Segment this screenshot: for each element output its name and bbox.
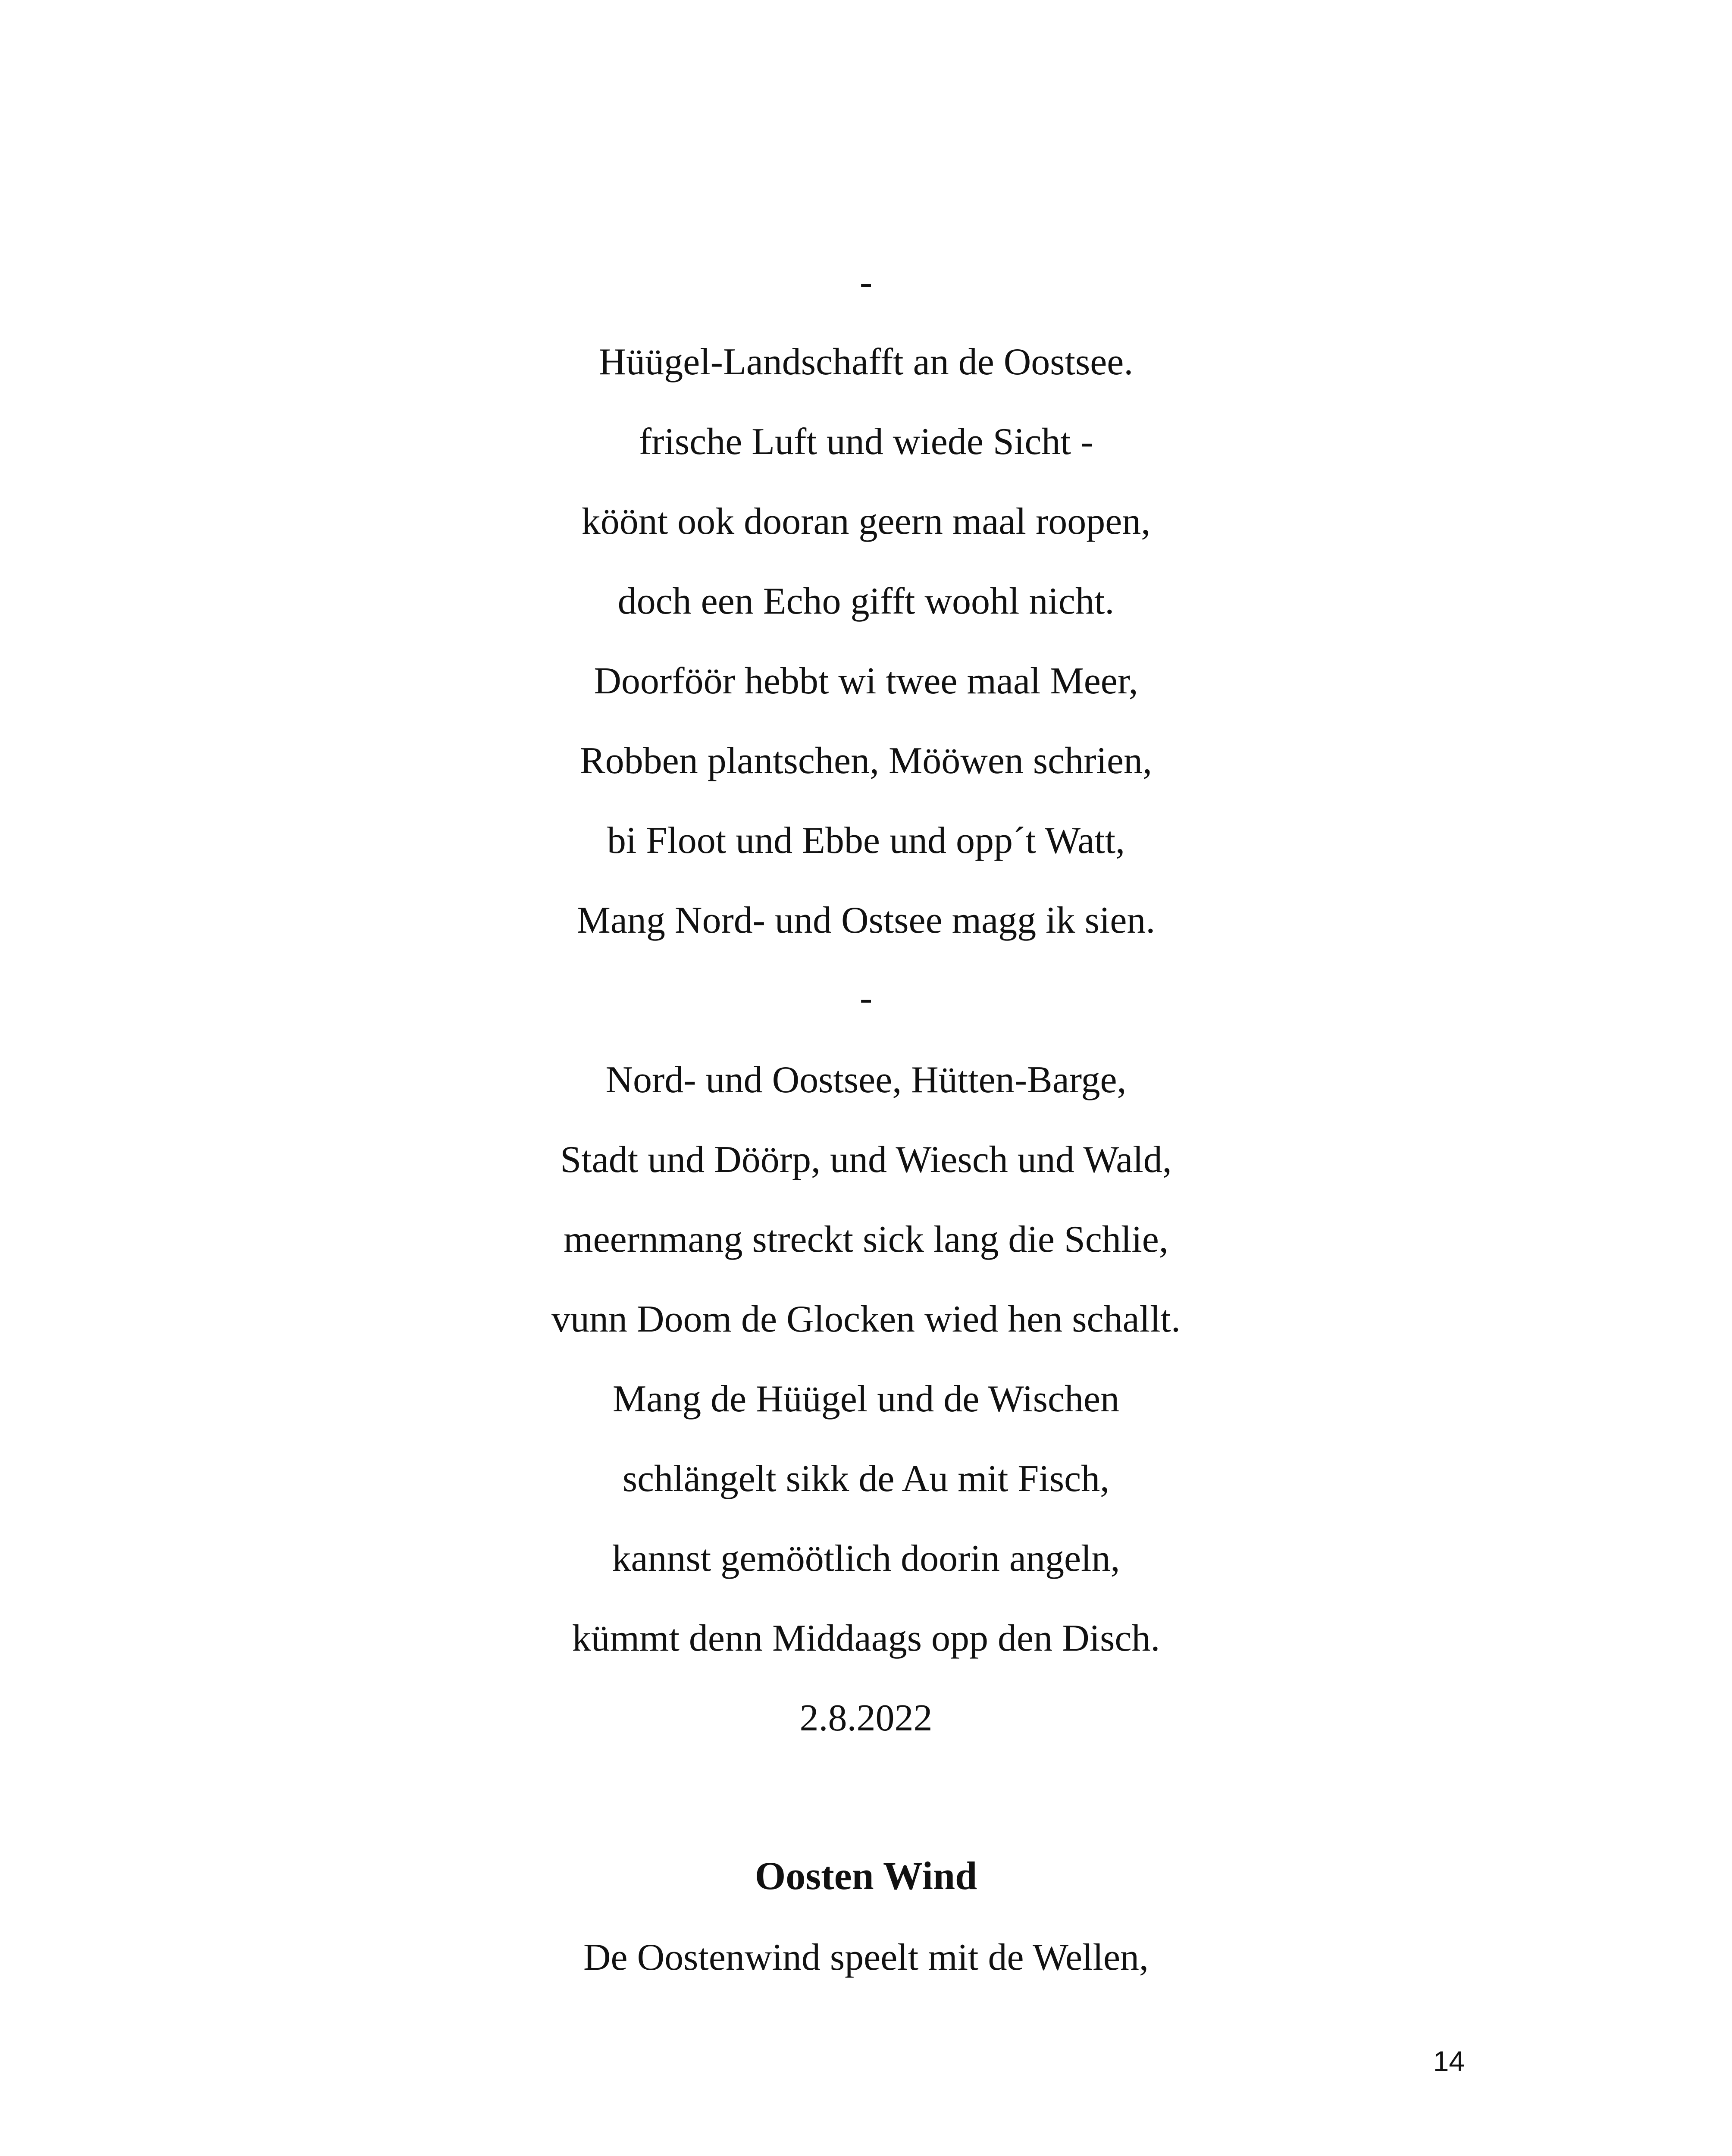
poem-line: vunn Doom de Glocken wied hen schallt.	[551, 1298, 1181, 1340]
poem-line: Doorföör hebbt wi twee maal Meer,	[594, 660, 1138, 702]
poem-line: Robben plantschen, Mööwen schrien,	[579, 740, 1153, 782]
page-number: 14	[1433, 2045, 1465, 2077]
poem-line: Mang Nord- und Ostsee magg ik sien.	[576, 899, 1156, 941]
poem-line: Stadt und Döörp, und Wiesch und Wald,	[560, 1139, 1172, 1181]
stanza-separator: -	[859, 261, 873, 303]
poem-line: köönt ook dooran geern maal roopen,	[581, 501, 1151, 542]
poem-date: 2.8.2022	[799, 1697, 933, 1739]
poem-line: kümmt denn Middaags opp den Disch.	[572, 1617, 1160, 1659]
poem-line: kannst gemöötlich doorin angeln,	[612, 1538, 1120, 1579]
poem-line: bi Floot und Ebbe und opp´t Watt,	[607, 820, 1125, 862]
poem-line: doch een Echo gifft woohl nicht.	[617, 580, 1115, 622]
stanza-separator: -	[859, 977, 873, 1019]
poem-line: De Oostenwind speelt mit de Wellen,	[583, 1937, 1149, 1978]
poem-line: Hüügel-Landschafft an de Oostsee.	[598, 341, 1134, 383]
poem-line: Nord- und Oostsee, Hütten-Barge,	[605, 1059, 1127, 1101]
poem-line: frische Luft und wiede Sicht -	[639, 421, 1093, 463]
poem-line: schlängelt sikk de Au mit Fisch,	[622, 1458, 1110, 1500]
poem-title: Oosten Wind	[755, 1854, 977, 1898]
poem-line: meernmang streckt sick lang die Schlie,	[564, 1219, 1168, 1260]
poem-line: Mang de Hüügel und de Wischen	[612, 1378, 1120, 1420]
